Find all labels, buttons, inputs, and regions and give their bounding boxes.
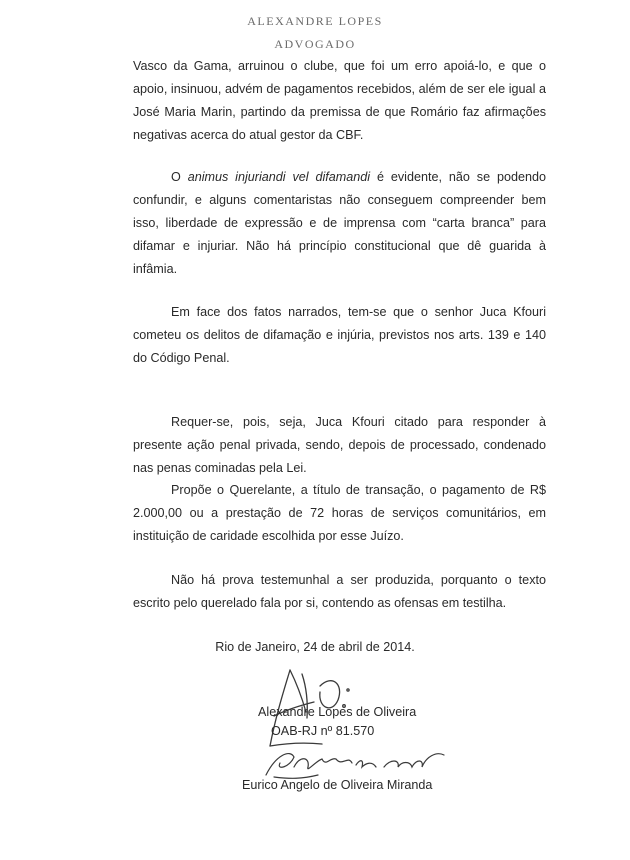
letterhead-title: ADVOGADO: [274, 37, 356, 51]
paragraph-1: Vasco da Gama, arruinou o clube, que foi um erro apoiá-lo, e que o apoio, insinuou, advém de pagamentos recebidos, além de ser ele igual a José Maria Marin, partindo da premissa de que Romário faz afirmações negativas acerca do atual gestor da CBF.: [133, 59, 546, 142]
paragraph-6: Não há prova testemunhal a ser produzida, porquanto o texto escrito pelo querelado fala por si, contendo as ofensas em testilha.: [133, 573, 546, 610]
signer-1-name: Alexandre Lopes de Oliveira: [258, 705, 417, 719]
signer-2-name: Eurico Angelo de Oliveira Miranda: [242, 778, 433, 792]
latin-term: animus injuriandi vel difamandi: [187, 170, 371, 184]
letterhead-name: ALEXANDRE LOPES: [247, 14, 383, 28]
date-line: Rio de Janeiro, 24 de abril de 2014.: [215, 640, 415, 654]
paragraph-5: Propõe o Querelante, a título de transação, o pagamento de R$ 2.000,00 ou a prestação de 72 horas de serviços comunitários, em instituição de caridade escolhida por esse Juízo.: [133, 483, 546, 543]
signer-1-oab: OAB-RJ nº 81.570: [271, 724, 375, 738]
paragraph-4: Requer-se, pois, seja, Juca Kfouri citado para responder à presente ação penal privada, sendo, depois de processado, condenado nas penas cominadas pela Lei.: [133, 415, 546, 475]
paragraph-2-prefix: O: [171, 170, 188, 184]
paragraph-2: [133, 166, 546, 281]
paragraph-2-rest: é evidente, não se podendo confundir, e alguns comentaristas não conseguem compreender bem isso, liberdade de expressão e de imprensa com “carta branca” para difamar e injuriar. Não há princípio constitucional que dê guarida à infâmia.: [133, 170, 546, 276]
paragraph-3: Em face dos fatos narrados, tem-se que o senhor Juca Kfouri cometeu os delitos de difamação e injúria, previstos nos arts. 139 e 140 do Código Penal.: [133, 305, 546, 365]
